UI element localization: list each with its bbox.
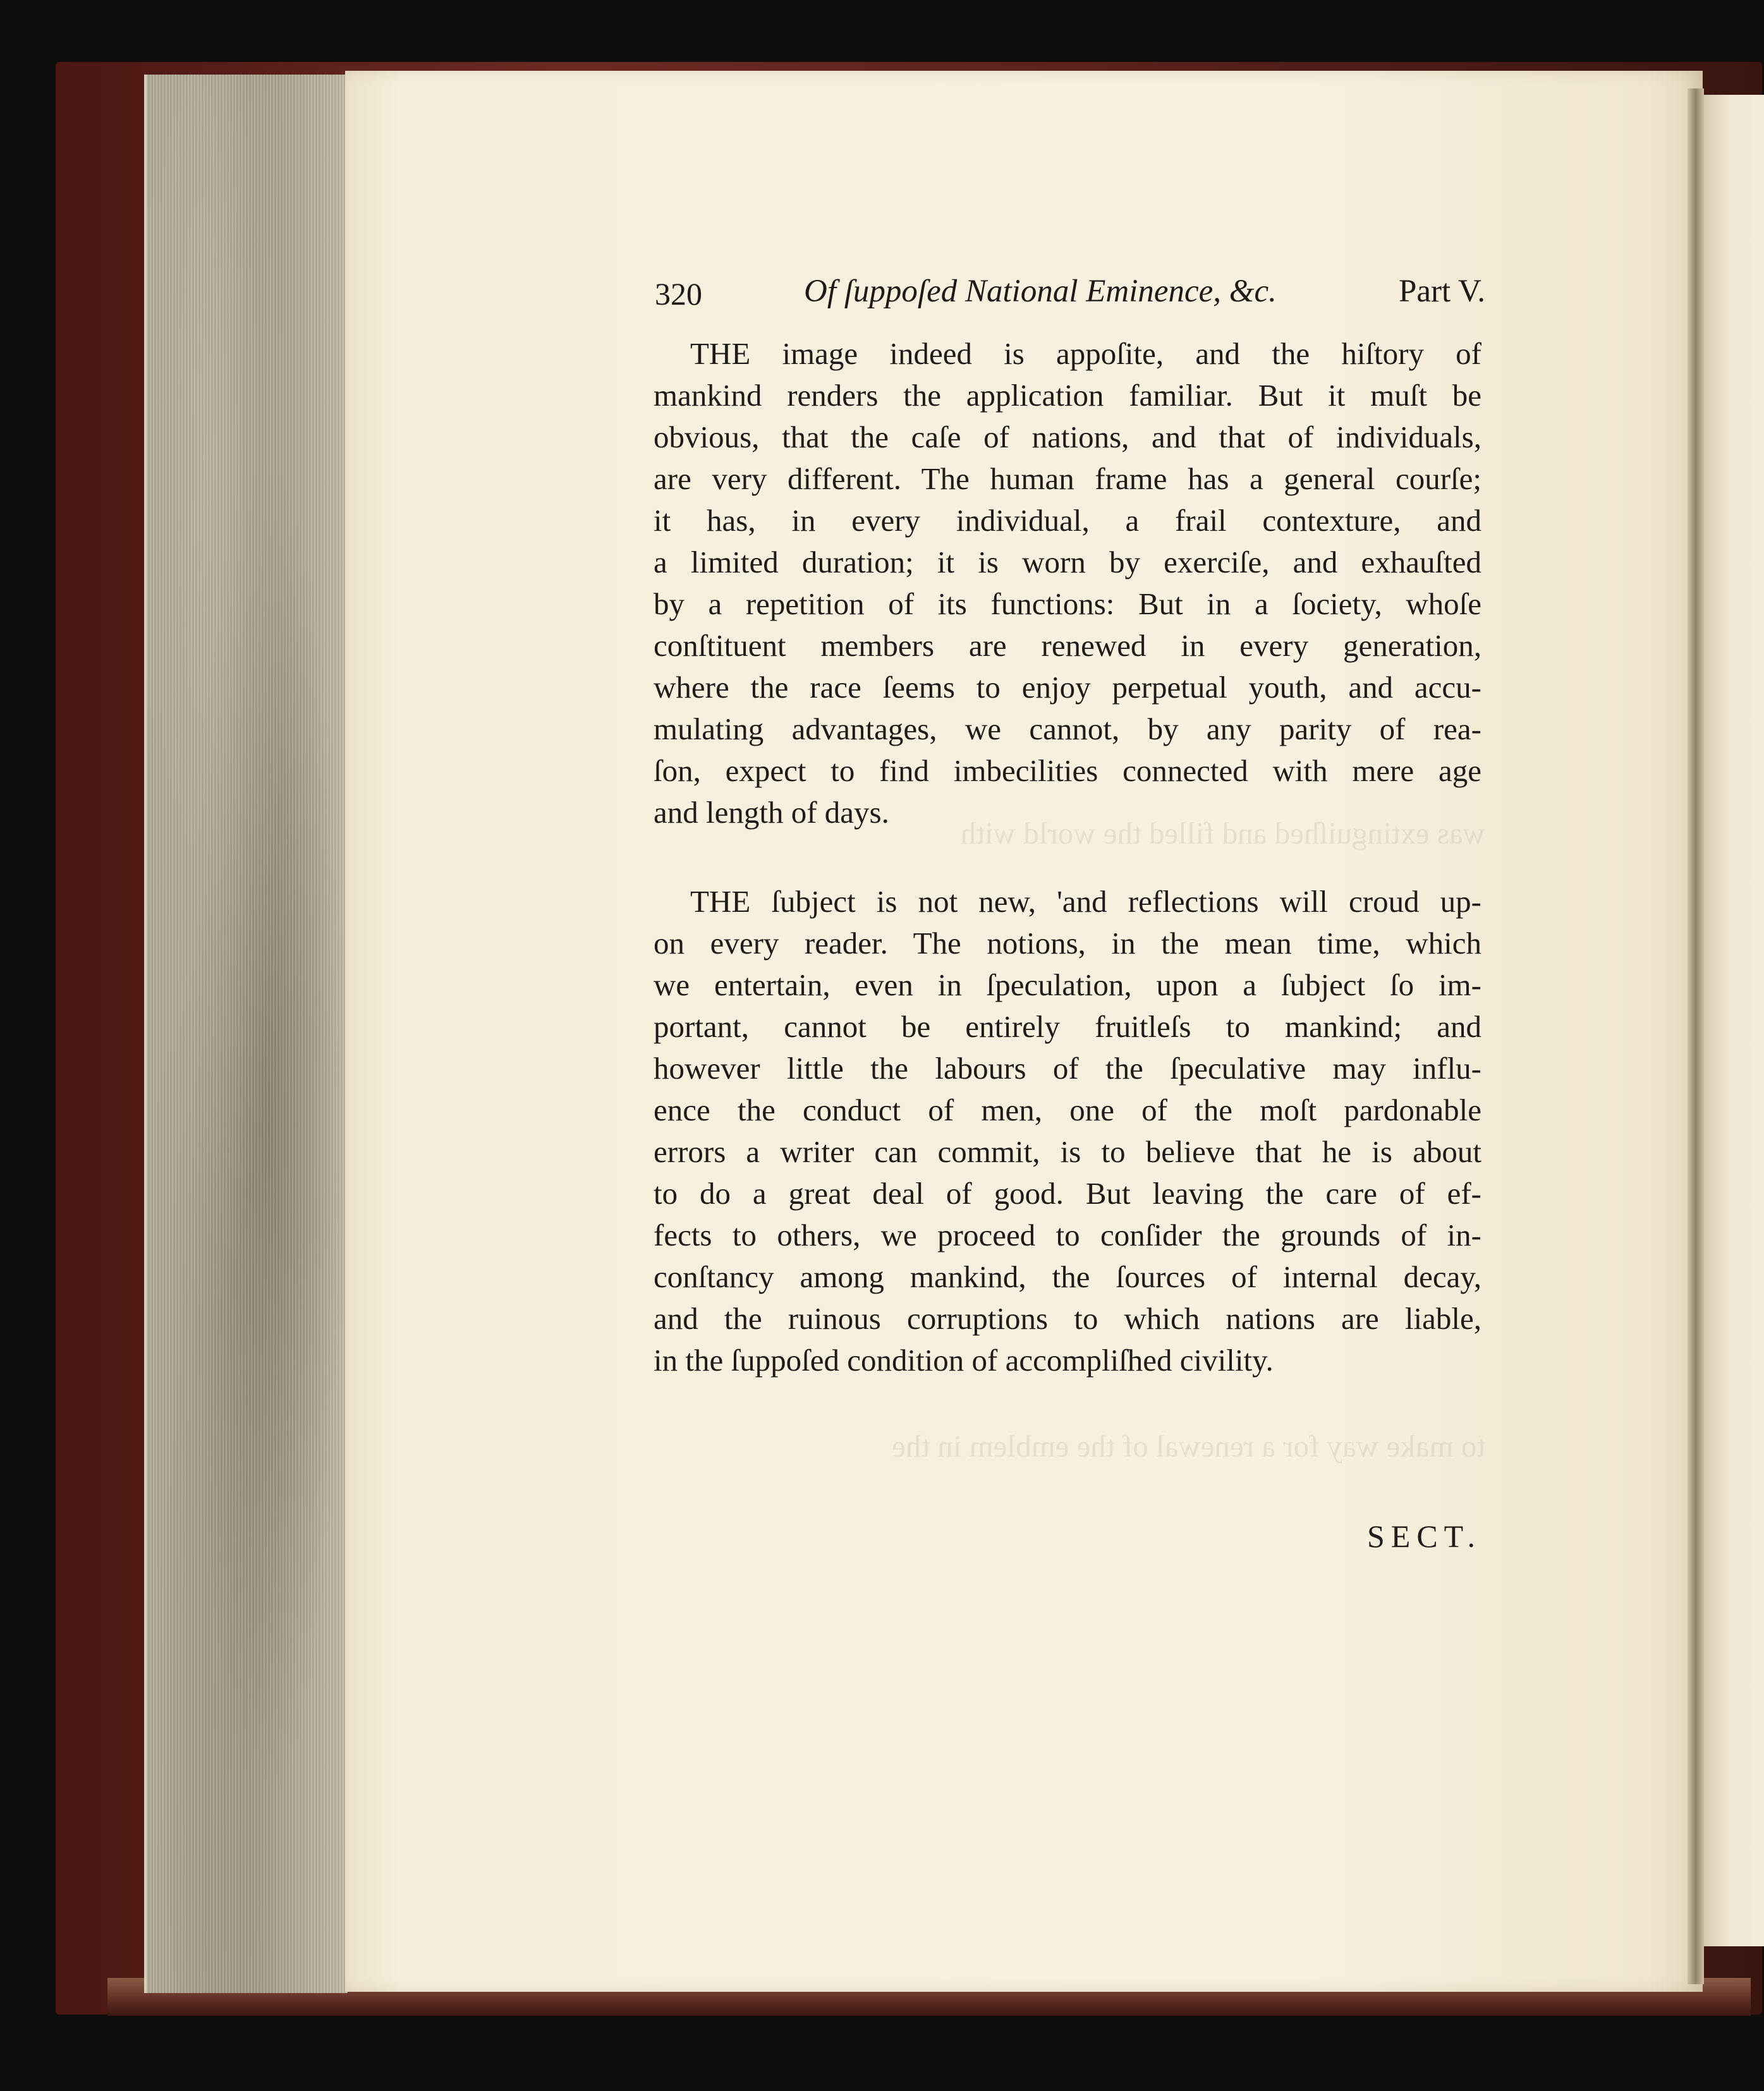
text-line: ſon, expect to find imbecilities connected with mere age xyxy=(654,753,1481,788)
text-line: we entertain, even in ſpeculation, upon a ſubject ſo im- xyxy=(654,967,1481,1002)
running-header xyxy=(651,273,1485,317)
text-line: errors a writer can commit, is to believe that he is about xyxy=(654,1134,1481,1169)
paragraph-1 xyxy=(654,333,1481,833)
text-line: by a repetition of its functions: But in a ſociety, whoſe xyxy=(654,586,1481,621)
text-line: are very different. The human frame has a general courſe; xyxy=(654,461,1481,496)
text-line: mankind renders the application familiar. But it muſt be xyxy=(654,378,1481,413)
text-line: conſtituent members are renewed in every generation, xyxy=(654,628,1481,663)
text-line: however little the labours of the ſpeculative may influ- xyxy=(654,1051,1481,1086)
paragraph-2 xyxy=(654,881,1481,1381)
text-line: obvious, that the caſe of nations, and that of individuals, xyxy=(654,420,1481,454)
text-line: to do a great deal of good. But leaving the care of ef- xyxy=(654,1176,1481,1211)
text-line: in the ſuppoſed condition of accompliſhed civility. xyxy=(654,1343,1274,1378)
part-label: Part V. xyxy=(1399,274,1485,309)
text-line: on every reader. The notions, in the mean time, which xyxy=(654,926,1481,961)
text-line: ence the conduct of men, one of the moſt pardonable xyxy=(654,1093,1481,1127)
page-number: 320 xyxy=(655,276,702,312)
text-line: THE ſubject is not new, 'and reflections will croud up- xyxy=(690,884,1481,919)
book-gutter xyxy=(1688,88,1704,1984)
text-line: where the race ſeems to enjoy perpetual youth, and accu- xyxy=(654,670,1481,705)
text-line: THE image indeed is appoſite, and the hiſtory of xyxy=(690,336,1481,371)
text-line: portant, cannot be entirely fruitleſs to mankind; and xyxy=(654,1009,1481,1044)
text-line: and length of days. xyxy=(654,795,889,830)
running-title: Of ſuppoſed National Eminence, &c. xyxy=(804,274,1277,309)
right-page-edge xyxy=(1704,95,1764,1946)
text-line: and the ruinous corruptions to which nations are liable, xyxy=(654,1301,1481,1336)
text-line: it has, in every individual, a frail contexture, and xyxy=(654,503,1481,538)
text-line: mulating advantages, we cannot, by any parity of rea- xyxy=(654,712,1481,746)
catchword: SECT. xyxy=(1366,1518,1481,1554)
text-line: a limited duration; it is worn by exerciſe, and exhauſted xyxy=(654,545,1481,579)
show-through-text: was extinguiſhed and filled the world with xyxy=(960,816,1485,851)
text-line: fects to others, we proceed to conſider the grounds of in- xyxy=(654,1218,1481,1252)
text-line: conſtancy among mankind, the ſources of internal decay, xyxy=(654,1259,1481,1294)
page-block-edge xyxy=(144,75,348,1993)
show-through-text: to make way for a renewal of the emblem in the xyxy=(892,1429,1485,1464)
